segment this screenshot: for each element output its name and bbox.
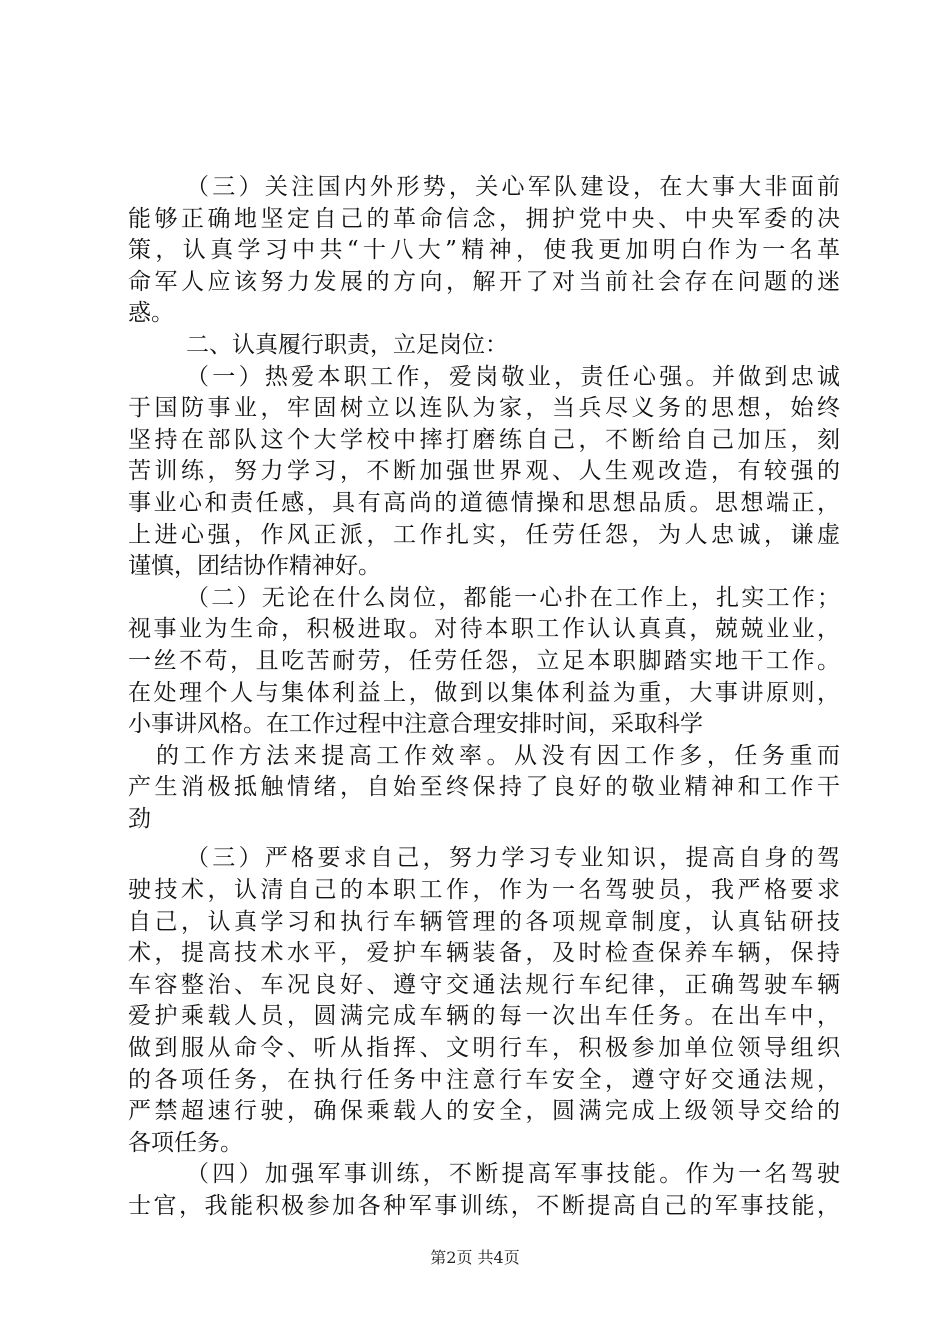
text-line: 的工作方法来提高工作效率。从没有因工作多，任务重而 <box>156 742 840 769</box>
page-footer: 第2页 共4页 <box>430 1248 520 1267</box>
text-line: 策，认真学习中共“十八大”精神，使我更加明白作为一名革 <box>128 237 840 264</box>
text-line: 士官，我能积极参加各种军事训练，不断提高自己的军事技能， <box>128 1193 840 1219</box>
text-line: 视事业为生命，积极进取。对待本职工作认认真真，兢兢业业， <box>128 616 840 643</box>
paragraph-gap <box>128 835 840 843</box>
text-line: 车容整治、车况良好、遵守交通法规行车纪律，正确驾驶车辆 <box>128 971 840 998</box>
text-line: 能够正确地坚定自己的革命信念，拥护党中央、中央军委的决 <box>128 205 840 232</box>
text-line: （四）加强军事训练，不断提高军事技能。作为一名驾驶 <box>186 1161 840 1188</box>
text-line: 严禁超速行驶，确保乘载人的安全，圆满完成上级领导交给的 <box>128 1098 840 1125</box>
text-line: 自己，认真学习和执行车辆管理的各项规章制度，认真钻研技 <box>128 908 840 935</box>
text-line: 各项任务。 <box>128 1129 243 1156</box>
text-line: 惑。 <box>128 300 174 327</box>
text-line: 术，提高技术水平，爱护车辆装备，及时检查保养车辆，保持 <box>128 940 840 967</box>
text-line: 上进心强，作风正派，工作扎实，任劳任怨，为人忠诚，谦虚 <box>128 521 840 548</box>
text-line: 谨慎，团结协作精神好。 <box>128 553 381 580</box>
document-body <box>128 172 840 1223</box>
text-line: 爱护乘载人员，圆满完成车辆的每一次出车任务。在出车中， <box>128 1003 840 1030</box>
text-line: 事业心和责任感，具有高尚的道德情操和思想品质。思想端正， <box>128 489 840 516</box>
text-line: 劲 <box>128 805 151 832</box>
text-line: （二）无论在什么岗位，都能一心扑在工作上，扎实工作； <box>186 584 840 611</box>
text-line: 在处理个人与集体利益上，做到以集体利益为重，大事讲原则， <box>128 679 840 706</box>
text-line: （三）关注国内外形势，关心军队建设，在大事大非面前 <box>186 174 840 200</box>
text-line: （一）热爱本职工作，爱岗敬业，责任心强。并做到忠诚 <box>186 363 840 390</box>
text-line: 坚持在部队这个大学校中摔打磨练自己，不断给自己加压，刻 <box>128 426 840 453</box>
text-line: 做到服从命令、听从指挥、文明行车，积极参加单位领导组织 <box>128 1035 840 1062</box>
text-line: 一丝不苟，且吃苦耐劳，任劳任怨，立足本职脚踏实地干工作。 <box>128 647 840 674</box>
text-line: 苦训练，努力学习，不断加强世界观、人生观改造，有较强的 <box>128 458 840 485</box>
text-line: 二、认真履行职责，立足岗位： <box>186 331 508 358</box>
text-line: 产生消极抵触情绪，自始至终保持了良好的敬业精神和工作干 <box>128 774 840 801</box>
text-line: （三）严格要求自己，努力学习专业知识，提高自身的驾 <box>186 845 840 872</box>
text-line: 于国防事业，牢固树立以连队为家，当兵尽义务的思想，始终 <box>128 395 840 422</box>
text-line: 小事讲风格。在工作过程中注意合理安排时间，采取科学 <box>128 711 703 738</box>
text-line: 的各项任务，在执行任务中注意行车安全，遵守好交通法规， <box>128 1066 840 1093</box>
text-line: 驶技术，认清自己的本职工作，作为一名驾驶员，我严格要求 <box>128 877 840 904</box>
text-line: 命军人应该努力发展的方向，解开了对当前社会存在问题的迷 <box>128 268 840 295</box>
